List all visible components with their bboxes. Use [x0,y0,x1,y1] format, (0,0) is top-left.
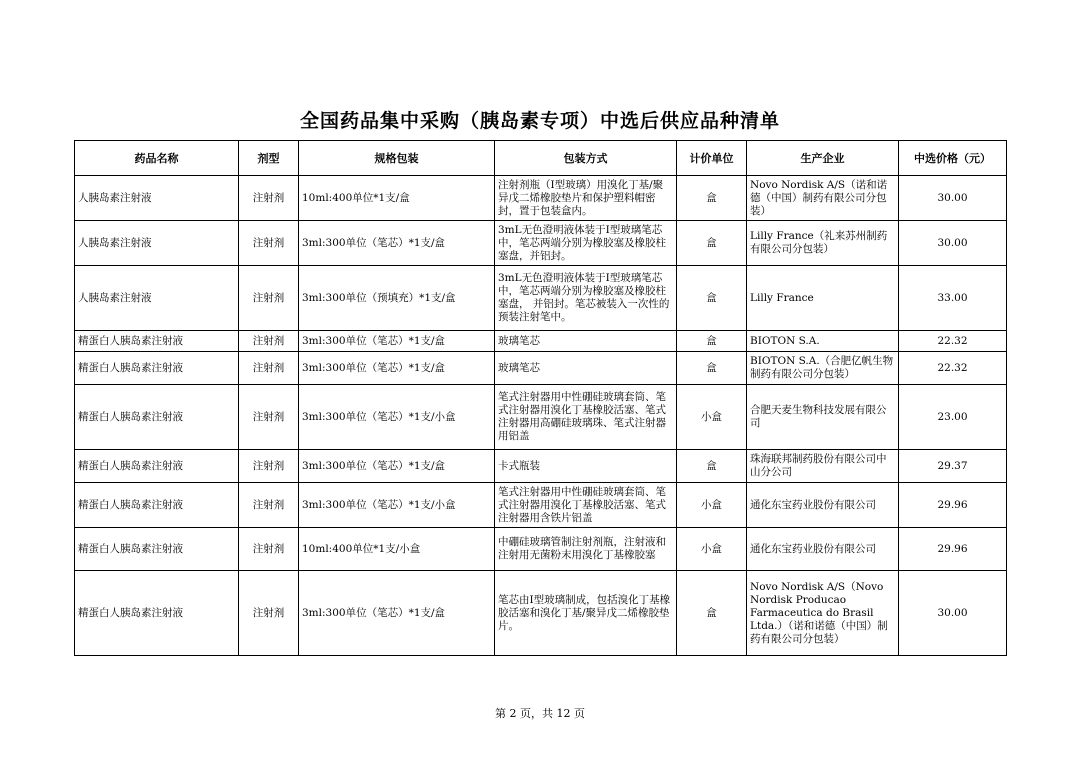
cell-packaging: 笔式注射器用中性硼硅玻璃套筒、笔式注射器用溴化丁基橡胶活塞、笔式注射器用含铁片铝盖 [495,483,677,528]
cell-dosage-form: 注射剂 [239,352,299,385]
cell-spec: 3ml:300单位（笔芯）*1支/盒 [299,450,495,483]
cell-spec: 3ml:300单位（笔芯）*1支/盒 [299,331,495,352]
cell-spec: 10ml:400单位*1支/盒 [299,176,495,221]
cell-drug-name: 精蛋白人胰岛素注射液 [75,483,239,528]
cell-drug-name: 精蛋白人胰岛素注射液 [75,571,239,656]
cell-price: 29.96 [899,528,1007,571]
cell-manufacturer: 通化东宝药业股份有限公司 [747,483,899,528]
table-header-row [75,141,1007,176]
header-unit: 计价单位 [677,141,747,176]
cell-price: 30.00 [899,176,1007,221]
cell-manufacturer: BIOTON S.A. [747,331,899,352]
cell-unit: 盒 [677,331,747,352]
cell-spec: 3ml:300单位（笔芯）*1支/盒 [299,571,495,656]
cell-manufacturer: BIOTON S.A.（合肥亿帆生物制药有限公司分包装） [747,352,899,385]
cell-price: 29.37 [899,450,1007,483]
header-drug-name: 药品名称 [75,141,239,176]
header-price: 中选价格（元） [899,141,1007,176]
cell-spec: 10ml:400单位*1支/小盒 [299,528,495,571]
cell-unit: 盒 [677,266,747,331]
cell-manufacturer: 合肥天麦生物科技发展有限公司 [747,385,899,450]
table-row [75,331,1007,352]
table-row [75,483,1007,528]
table-row [75,352,1007,385]
table-row [75,176,1007,221]
cell-spec: 3ml:300单位（笔芯）*1支/盒 [299,221,495,266]
cell-unit: 盒 [677,571,747,656]
header-manufacturer: 生产企业 [747,141,899,176]
table-row [75,528,1007,571]
cell-dosage-form: 注射剂 [239,571,299,656]
document-title: 全国药品集中采购（胰岛素专项）中选后供应品种清单 [299,110,780,132]
cell-unit: 盒 [677,221,747,266]
cell-manufacturer: Novo Nordisk A/S（诺和诺德（中国）制药有限公司分包装） [747,176,899,221]
cell-drug-name: 精蛋白人胰岛素注射液 [75,450,239,483]
cell-dosage-form: 注射剂 [239,385,299,450]
table-row [75,266,1007,331]
cell-spec: 3ml:300单位（笔芯）*1支/小盒 [299,385,495,450]
cell-drug-name: 人胰岛素注射液 [75,176,239,221]
cell-price: 22.32 [899,352,1007,385]
cell-unit: 小盒 [677,528,747,571]
drug-table [74,140,1007,656]
cell-packaging: 中硼硅玻璃管制注射剂瓶，注射液和注射用无菌粉末用溴化丁基橡胶塞 [495,528,677,571]
cell-packaging: 笔芯由I型玻璃制成，包括溴化丁基橡胶活塞和溴化丁基/聚异戊二烯橡胶垫片。 [495,571,677,656]
cell-dosage-form: 注射剂 [239,331,299,352]
cell-unit: 小盒 [677,385,747,450]
cell-drug-name: 人胰岛素注射液 [75,266,239,331]
cell-drug-name: 精蛋白人胰岛素注射液 [75,331,239,352]
cell-unit: 盒 [677,352,747,385]
cell-manufacturer: 通化东宝药业股份有限公司 [747,528,899,571]
cell-packaging: 卡式瓶装 [495,450,677,483]
cell-price: 23.00 [899,385,1007,450]
cell-manufacturer: Novo Nordisk A/S（Novo Nordisk Producao Farmaceutica do Brasil Ltda.）（诺和诺德（中国）制药有限公司分包装） [747,571,899,656]
cell-price: 33.00 [899,266,1007,331]
cell-packaging: 3mL无色澄明液体装于Ⅰ型玻璃笔芯中，笔芯两端分别为橡胶塞及橡胶柱塞盘， 并铝封。笔芯被装入一次性的预装注射笔中。 [495,266,677,331]
header-spec: 规格包装 [299,141,495,176]
header-packaging: 包装方式 [495,141,677,176]
cell-price: 30.00 [899,221,1007,266]
cell-manufacturer: 珠海联邦制药股份有限公司中山分公司 [747,450,899,483]
cell-unit: 盒 [677,176,747,221]
cell-spec: 3ml:300单位（笔芯）*1支/盒 [299,352,495,385]
cell-manufacturer: Lilly France（礼来苏州制药有限公司分包装） [747,221,899,266]
table-row [75,571,1007,656]
cell-spec: 3ml:300单位（预填充）*1支/盒 [299,266,495,331]
cell-spec: 3ml:300单位（笔芯）*1支/小盒 [299,483,495,528]
cell-drug-name: 人胰岛素注射液 [75,221,239,266]
cell-drug-name: 精蛋白人胰岛素注射液 [75,352,239,385]
cell-drug-name: 精蛋白人胰岛素注射液 [75,528,239,571]
cell-dosage-form: 注射剂 [239,221,299,266]
cell-dosage-form: 注射剂 [239,483,299,528]
cell-dosage-form: 注射剂 [239,176,299,221]
cell-price: 22.32 [899,331,1007,352]
cell-unit: 盒 [677,450,747,483]
table-row [75,385,1007,450]
cell-dosage-form: 注射剂 [239,450,299,483]
table-row [75,450,1007,483]
cell-packaging: 玻璃笔芯 [495,352,677,385]
cell-packaging: 3mL无色澄明液体装于Ⅰ型玻璃笔芯中，笔芯两端分别为橡胶塞及橡胶柱塞盘，并铝封。 [495,221,677,266]
cell-price: 30.00 [899,571,1007,656]
cell-dosage-form: 注射剂 [239,528,299,571]
cell-unit: 小盒 [677,483,747,528]
cell-packaging: 注射剂瓶（I型玻璃）用溴化丁基/聚异戊二烯橡胶垫片和保护塑料帽密封，置于包装盒内。 [495,176,677,221]
cell-dosage-form: 注射剂 [239,266,299,331]
cell-price: 29.96 [899,483,1007,528]
header-dosage-form: 剂型 [239,141,299,176]
page-number: 第 2 页，共 12 页 [495,707,585,720]
cell-drug-name: 精蛋白人胰岛素注射液 [75,385,239,450]
cell-packaging: 玻璃笔芯 [495,331,677,352]
cell-packaging: 笔式注射器用中性硼硅玻璃套筒、笔式注射器用溴化丁基橡胶活塞、笔式注射器用高硼硅玻璃珠、笔式注射器用铝盖 [495,385,677,450]
table-row [75,221,1007,266]
cell-manufacturer: Lilly France [747,266,899,331]
